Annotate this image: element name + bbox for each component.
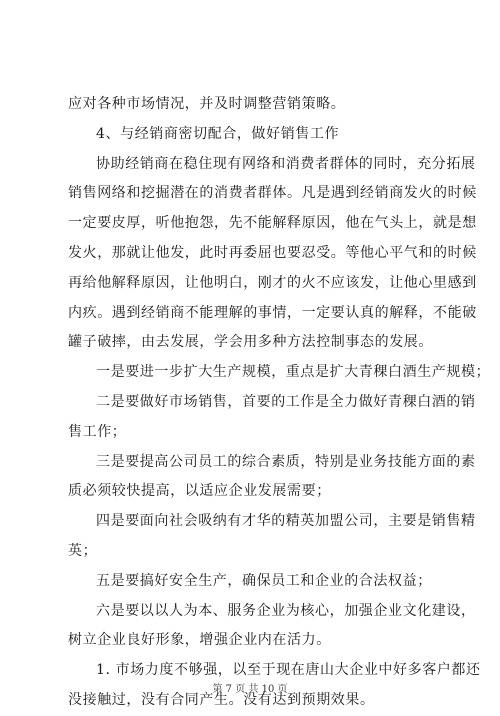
- paragraph-line: 内疚。遇到经销商不能理解的事情，一定要认真的解释，不能破: [68, 304, 477, 321]
- paragraph-line: 罐子破摔，由去发展，学会用多种方法控制事态的发展。: [68, 334, 433, 351]
- paragraph-line: 协助经销商在稳住现有网络和消费者群体的同时，充分拓展: [96, 155, 476, 172]
- list-item-line: 二是要做好市场销售，首要的工作是全力做好青稞白酒的销: [96, 393, 476, 410]
- text-line: 应对各种市场情况，并及时调整营销策略。: [68, 96, 346, 112]
- list-item-line: 四是要面向社会吸纳有才华的精英加盟公司，主要是销售精: [96, 513, 476, 530]
- paragraph-line: 发火，那就让他发，此时再委屈也要忍受。等他心平气和的时候: [68, 244, 477, 261]
- paragraph-line: 再给他解释原因，让他明白，刚才的火不应该发，让他心里感到: [68, 274, 477, 291]
- paragraph-line: 销售网络和挖掘潜在的消费者群体。凡是遇到经销商发火的时候: [68, 185, 477, 202]
- list-item-line: 五是要搞好安全生产，确保员工和企业的合法权益；: [96, 572, 432, 589]
- list-item-line: 质必须较快提高，以适应企业发展需要；: [68, 483, 331, 500]
- list-item-line: 树立企业良好形象，增强企业内在活力。: [68, 632, 331, 649]
- paragraph-line: 一定要皮厚，听他抱怨，先不能解释原因，他在气头上，就是想: [68, 215, 477, 232]
- list-item-line: 英；: [68, 542, 98, 559]
- page-number: 第 7 页 共 10 页: [212, 684, 288, 695]
- section-heading: 4、与经销商密切配合，做好销售工作: [96, 125, 340, 142]
- document-body: [68, 90, 491, 716]
- list-item-line: 六是要以以人为本、服务企业为核心，加强企业文化建设，: [96, 602, 476, 619]
- numbered-item-line: 没接触过，没有合同产生。没有达到预期效果。: [68, 691, 375, 708]
- numbered-item-line: 1. 市场力度不够强，以至于现在唐山大企业中好多客户都还: [96, 662, 481, 679]
- list-item-line: 售工作；: [68, 423, 127, 440]
- list-item-line: 三是要提高公司员工的综合素质，特别是业务技能方面的素: [96, 453, 476, 470]
- list-item-line: 一是要进一步扩大生产规模，重点是扩大青稞白酒生产规模；: [96, 364, 491, 381]
